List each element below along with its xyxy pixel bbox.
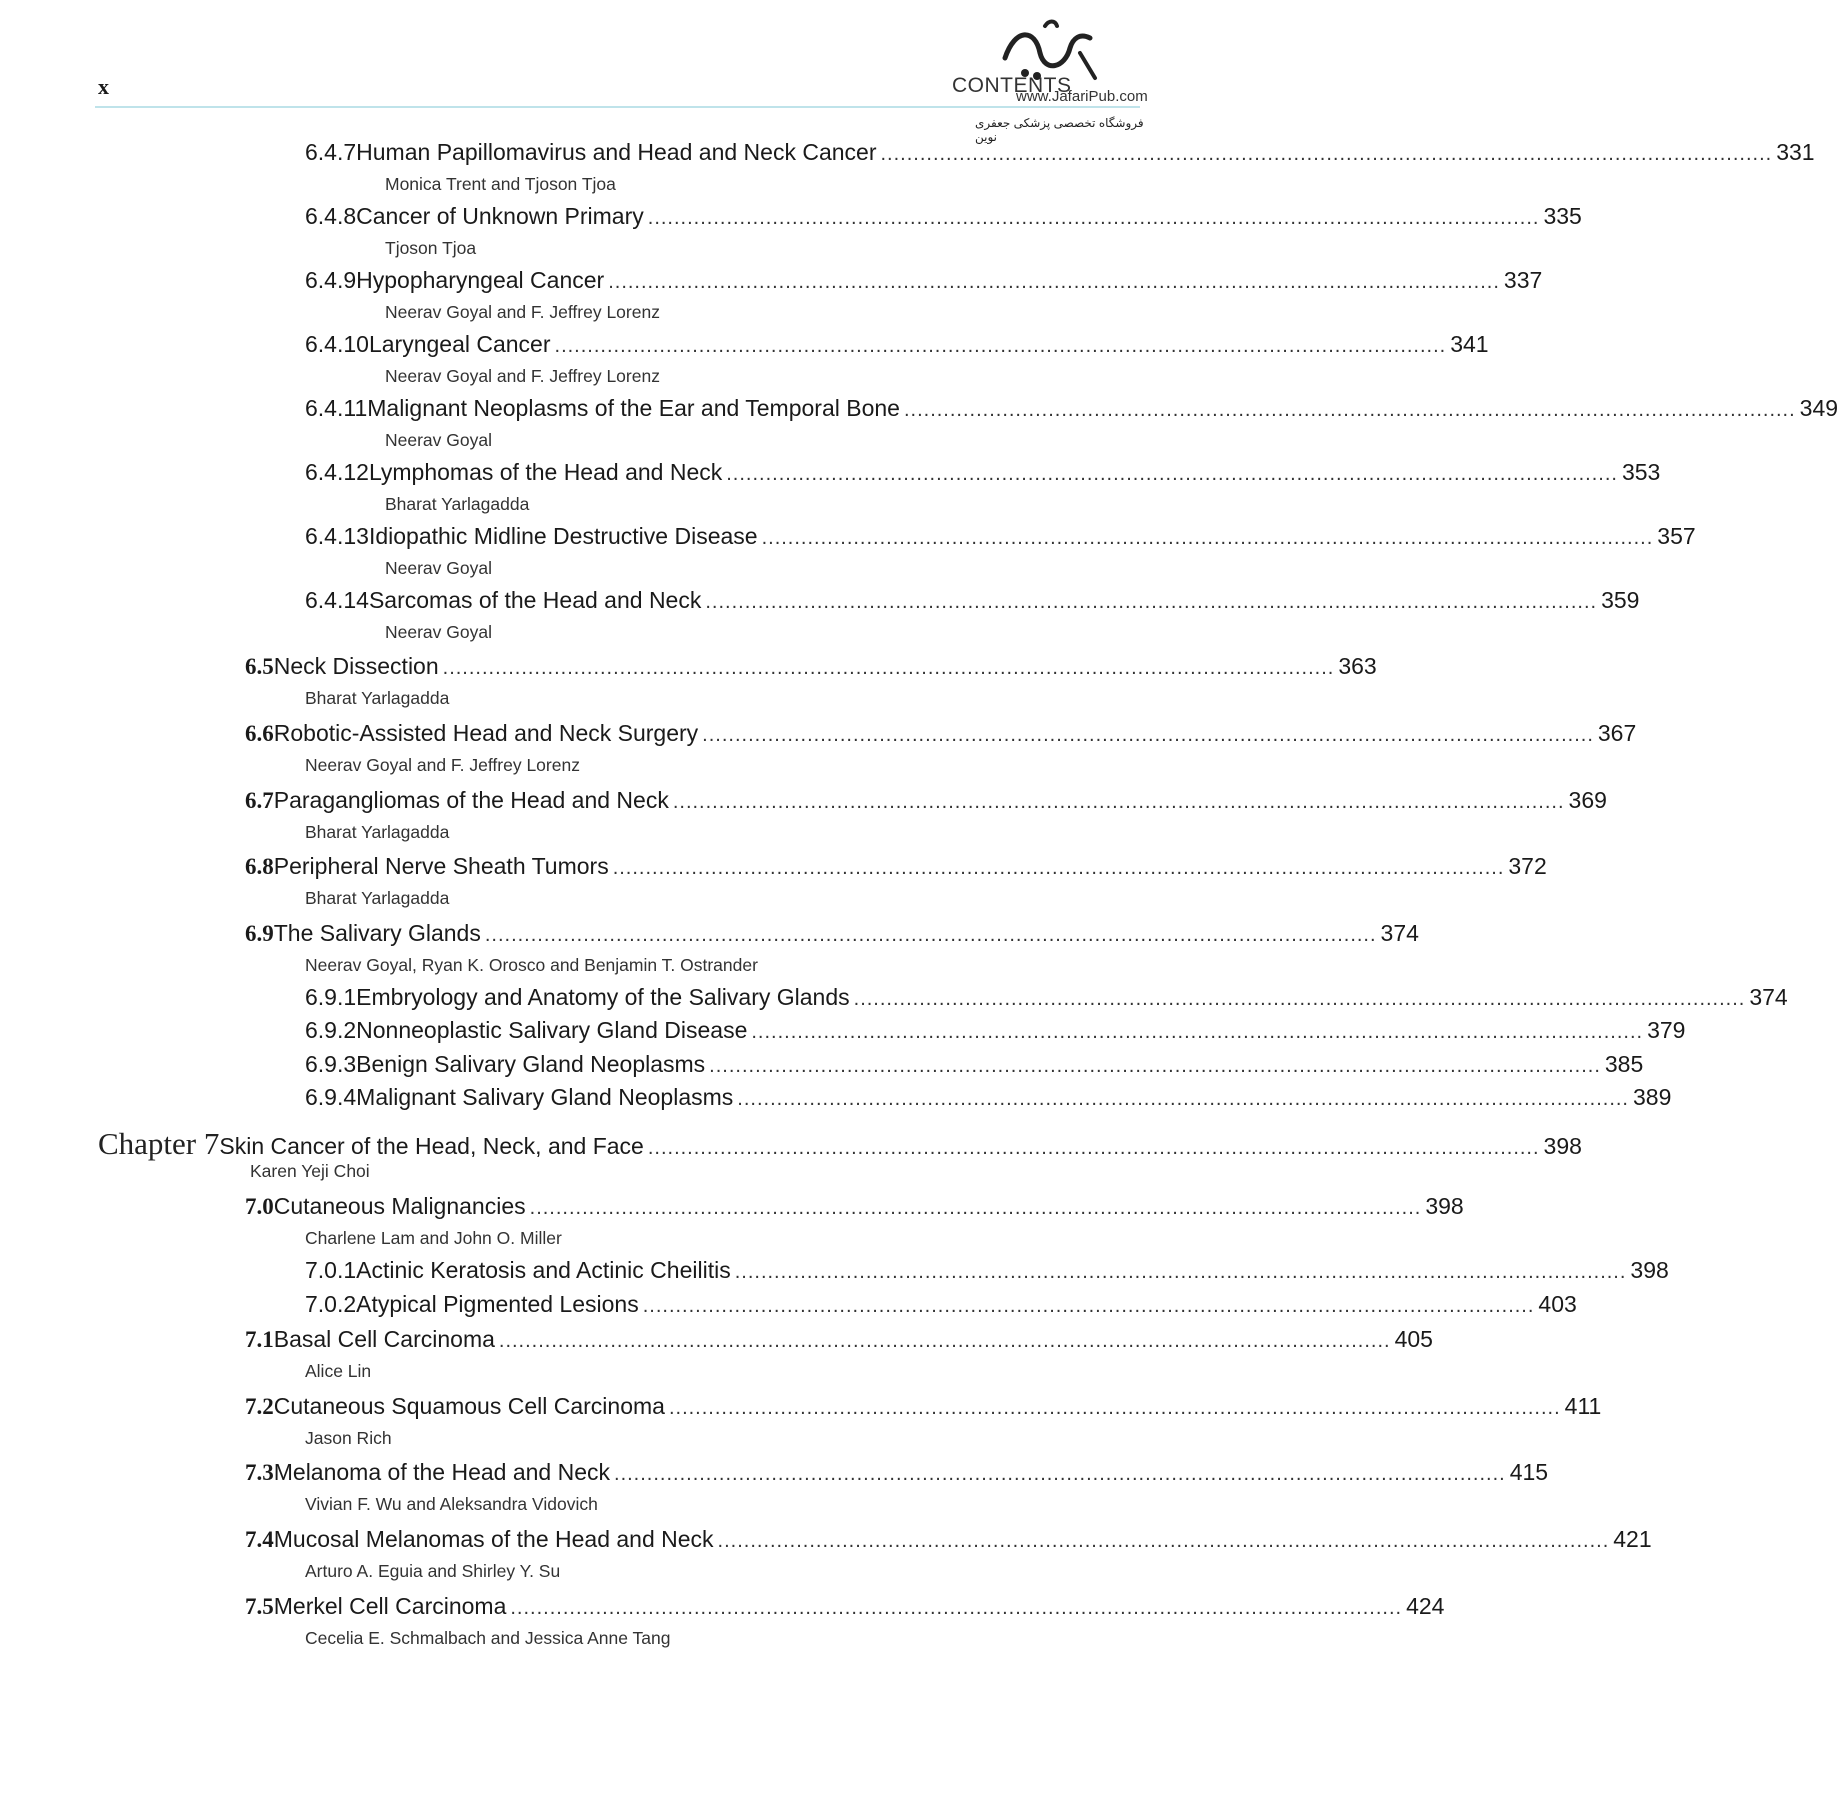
entry-page: 385	[1604, 1051, 1644, 1077]
entry-number: 6.9.3	[305, 1051, 357, 1077]
entry-title: Lymphomas of the Head and Neck	[368, 459, 723, 485]
entry-authors: Neerav Goyal and F. Jeffrey Lorenz	[305, 755, 580, 775]
toc-entry-6-6	[245, 719, 1637, 749]
dot-leader: ........................................................................................................................................	[647, 1137, 1540, 1159]
entry-number: 6.4.14	[305, 587, 369, 613]
toc-entry-7-0-1	[305, 1256, 1669, 1286]
entry-number: 6.4.7	[305, 139, 357, 165]
entry-authors: Alice Lin	[305, 1361, 372, 1381]
entry-title: Idiopathic Midline Destructive Disease	[368, 523, 758, 549]
dot-leader: ........................................................................................................................................	[717, 1530, 1610, 1552]
page-number: x	[98, 74, 109, 99]
entry-title: Laryngeal Cancer	[368, 331, 551, 357]
entry-number: 6.4.13	[305, 523, 369, 549]
entry-page: 421	[1613, 1526, 1652, 1552]
dot-leader: ........................................................................................................................................	[642, 1295, 1535, 1317]
entry-title: Cancer of Unknown Primary	[356, 203, 644, 229]
entry-number: 7.3	[245, 1460, 274, 1485]
entry-title: Actinic Keratosis and Actinic Cheilitis	[356, 1257, 731, 1283]
entry-title: Merkel Cell Carcinoma	[273, 1593, 507, 1619]
dot-leader: ........................................................................................................................................	[672, 791, 1565, 813]
dot-leader: ........................................................................................................................................	[705, 591, 1598, 613]
dot-leader: ........................................................................................................................................	[498, 1330, 1391, 1352]
dot-leader: ........................................................................................................................................	[529, 1197, 1422, 1219]
entry-number: 7.2	[245, 1394, 274, 1419]
entry-number: 6.9.4	[305, 1084, 357, 1110]
site-url: www.JafariPub.com	[1016, 88, 1148, 105]
dot-leader: ........................................................................................................................................	[880, 143, 1773, 165]
toc-entry-6-4-10	[305, 330, 1489, 360]
entry-title: Cutaneous Malignancies	[273, 1193, 526, 1219]
toc-entry-6-7	[245, 786, 1607, 816]
entry-number: 6.5	[245, 654, 274, 679]
dot-leader: ........................................................................................................................................	[510, 1597, 1403, 1619]
dot-leader: ........................................................................................................................................	[614, 1463, 1506, 1485]
entry-authors: Neerav Goyal, Ryan K. Orosco and Benjamin T. Ostrander	[305, 955, 758, 975]
toc-entry-6-4-13	[305, 522, 1696, 552]
chapter-title: Skin Cancer of the Head, Neck, and Face	[219, 1133, 644, 1159]
entry-title: Sarcomas of the Head and Neck	[368, 587, 702, 613]
entry-title: Embryology and Anatomy of the Salivary Glands	[356, 984, 850, 1010]
running-head: CONTENTS	[952, 74, 1072, 97]
toc-chapter-7	[98, 1126, 1582, 1162]
entry-page: 369	[1568, 787, 1607, 813]
entry-authors: Neerav Goyal	[385, 558, 492, 578]
entry-number: 7.4	[245, 1527, 274, 1552]
toc-entry-6-9-3	[305, 1050, 1644, 1080]
entry-title: Peripheral Nerve Sheath Tumors	[273, 853, 609, 879]
toc-entry-6-9	[245, 919, 1419, 949]
dot-leader: ........................................................................................................................................	[612, 857, 1505, 879]
entry-page: 341	[1450, 331, 1489, 357]
entry-authors: Monica Trent and Tjoson Tjoa	[385, 174, 616, 194]
dot-leader: ........................................................................................................................................	[442, 657, 1335, 679]
entry-authors: Charlene Lam and John O. Miller	[305, 1228, 562, 1248]
chapter-label: Chapter 7	[98, 1126, 220, 1161]
entry-authors: Bharat Yarlagadda	[305, 688, 450, 708]
entry-number: 6.9.2	[305, 1017, 357, 1043]
entry-authors: Neerav Goyal	[385, 622, 492, 642]
entry-page: 359	[1601, 587, 1640, 613]
toc-entry-6-5	[245, 652, 1377, 682]
dot-leader: ........................................................................................................................................	[484, 924, 1377, 946]
entry-page: 349	[1799, 395, 1838, 421]
entry-title: Human Papillomavirus and Head and Neck Cancer	[356, 139, 877, 165]
entry-page: 389	[1632, 1084, 1672, 1110]
entry-authors: Cecelia E. Schmalbach and Jessica Anne Tang	[305, 1628, 671, 1648]
dot-leader: ........................................................................................................................................	[668, 1397, 1561, 1419]
entry-authors: Neerav Goyal and F. Jeffrey Lorenz	[385, 302, 660, 322]
toc-entry-6-4-9	[305, 266, 1543, 296]
dot-leader: ........................................................................................................................................	[702, 724, 1594, 746]
entry-authors: Bharat Yarlagadda	[305, 888, 450, 908]
entry-number: 6.4.9	[305, 267, 357, 293]
entry-page: 374	[1380, 920, 1419, 946]
entry-page: 398	[1630, 1257, 1669, 1283]
entry-number: 6.8	[245, 854, 274, 879]
dot-leader: ........................................................................................................................................	[734, 1261, 1627, 1283]
toc-entry-7-0	[245, 1192, 1464, 1222]
toc-entry-7-4	[245, 1525, 1652, 1555]
toc-entry-7-0-2	[305, 1290, 1577, 1320]
entry-number: 7.5	[245, 1594, 274, 1619]
entry-page: 403	[1538, 1291, 1577, 1317]
entry-title: Malignant Salivary Gland Neoplasms	[356, 1084, 734, 1110]
entry-number: 6.4.12	[305, 459, 369, 485]
entry-title: Malignant Neoplasms of the Ear and Temporal Bone	[367, 395, 900, 421]
entry-page: 372	[1508, 853, 1547, 879]
entry-title: Nonneoplastic Salivary Gland Disease	[356, 1017, 748, 1043]
shop-name: فروشگاه تخصصی پزشکی جعفری نوین	[975, 116, 1144, 144]
toc-entry-6-4-8	[305, 202, 1582, 232]
entry-page: 331	[1776, 139, 1815, 165]
entry-number: 7.1	[245, 1327, 274, 1352]
entry-title: Robotic-Assisted Head and Neck Surgery	[273, 720, 699, 746]
chapter-authors: Karen Yeji Choi	[250, 1161, 370, 1181]
toc-entry-6-9-1	[305, 983, 1788, 1013]
toc-entry-7-2	[245, 1392, 1602, 1422]
entry-number: 7.0.1	[305, 1257, 357, 1283]
toc-entry-6-4-12	[305, 458, 1661, 488]
entry-page: 398	[1425, 1193, 1464, 1219]
entry-page: 379	[1647, 1017, 1686, 1043]
entry-authors: Bharat Yarlagadda	[385, 494, 530, 514]
entry-title: Cutaneous Squamous Cell Carcinoma	[273, 1393, 665, 1419]
entry-page: 363	[1338, 653, 1377, 679]
entry-title: Hypopharyngeal Cancer	[356, 267, 605, 293]
entry-title: Melanoma of the Head and Neck	[273, 1459, 611, 1485]
entry-page: 415	[1509, 1459, 1549, 1485]
entry-number: 6.4.8	[305, 203, 357, 229]
entry-number: 6.7	[245, 788, 274, 813]
dot-leader: ........................................................................................................................................	[709, 1055, 1601, 1077]
dot-leader: ........................................................................................................................................	[647, 207, 1540, 229]
entry-page: 411	[1564, 1393, 1602, 1419]
entry-title: Paragangliomas of the Head and Neck	[273, 787, 669, 813]
entry-title: Mucosal Melanomas of the Head and Neck	[273, 1526, 714, 1552]
entry-number: 6.6	[245, 721, 274, 746]
dot-leader: ........................................................................................................................................	[751, 1021, 1644, 1043]
dot-leader: ........................................................................................................................................	[853, 988, 1746, 1010]
entry-number: 6.4.10	[305, 331, 369, 357]
dot-leader: ........................................................................................................................................	[554, 335, 1447, 357]
dot-leader: ........................................................................................................................................	[608, 271, 1500, 293]
dot-leader: ........................................................................................................................................	[903, 399, 1796, 421]
toc-entry-7-5	[245, 1592, 1445, 1622]
toc-entry-6-4-11	[305, 394, 1838, 424]
toc-entry-6-9-4	[305, 1083, 1672, 1113]
entry-page: 367	[1597, 720, 1637, 746]
entry-page: 357	[1657, 523, 1696, 549]
toc-entry-6-4-14	[305, 586, 1640, 616]
entry-title: Basal Cell Carcinoma	[273, 1326, 495, 1352]
entry-page: 337	[1503, 267, 1543, 293]
dot-leader: ........................................................................................................................................	[737, 1088, 1629, 1110]
entry-authors: Neerav Goyal	[385, 430, 492, 450]
entry-authors: Neerav Goyal and F. Jeffrey Lorenz	[385, 366, 660, 386]
toc-entry-7-1	[245, 1325, 1433, 1355]
entry-number: 6.9	[245, 921, 274, 946]
entry-title: Benign Salivary Gland Neoplasms	[356, 1051, 706, 1077]
entry-page: 374	[1749, 984, 1788, 1010]
entry-authors: Arturo A. Eguia and Shirley Y. Su	[305, 1561, 561, 1581]
entry-title: Neck Dissection	[273, 653, 439, 679]
header-rule	[95, 106, 1140, 108]
entry-number: 7.0	[245, 1194, 274, 1219]
page-header	[0, 0, 1200, 144]
entry-authors: Vivian F. Wu and Aleksandra Vidovich	[305, 1494, 598, 1514]
entry-page: 398	[1543, 1133, 1582, 1159]
toc-entry-6-8	[245, 852, 1547, 882]
entry-page: 353	[1621, 459, 1661, 485]
entry-title: Atypical Pigmented Lesions	[356, 1291, 639, 1317]
entry-page: 335	[1543, 203, 1582, 229]
entry-page: 405	[1394, 1326, 1433, 1352]
entry-authors: Bharat Yarlagadda	[305, 822, 450, 842]
toc-entry-6-4-7	[305, 138, 1815, 168]
entry-authors: Tjoson Tjoa	[385, 238, 477, 258]
entry-number: 6.9.1	[305, 984, 357, 1010]
dot-leader: ........................................................................................................................................	[726, 463, 1618, 485]
entry-number: 7.0.2	[305, 1291, 357, 1317]
toc-entry-6-9-2	[305, 1016, 1686, 1046]
entry-page: 424	[1406, 1593, 1445, 1619]
entry-title: The Salivary Glands	[273, 920, 481, 946]
entry-authors: Jason Rich	[305, 1428, 392, 1448]
toc-entry-7-3	[245, 1458, 1549, 1488]
entry-number: 6.4.11	[305, 395, 368, 421]
dot-leader: ........................................................................................................................................	[761, 527, 1654, 549]
